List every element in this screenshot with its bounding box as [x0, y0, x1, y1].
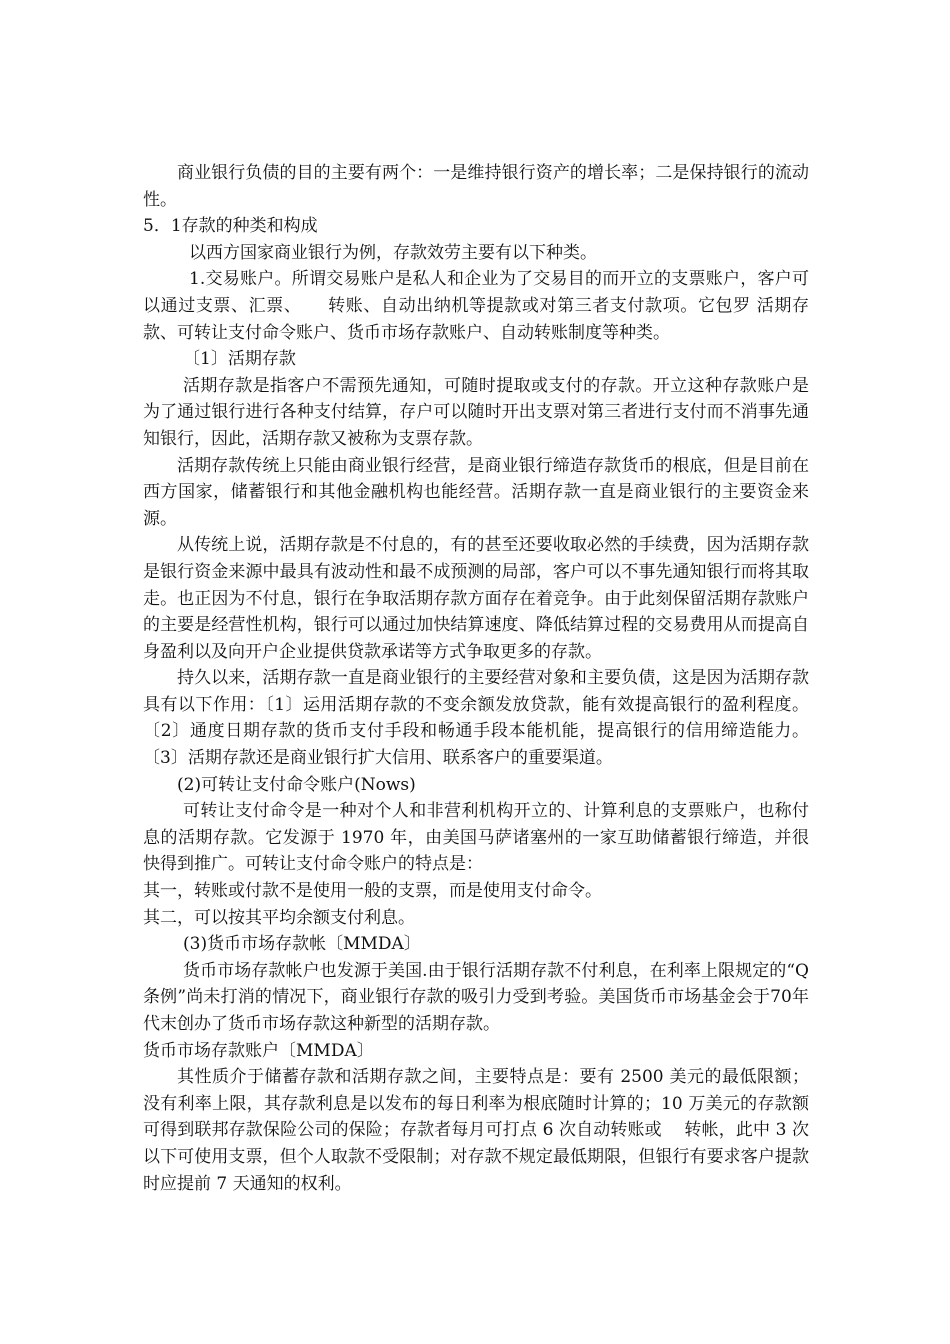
- paragraph: 持久以来，活期存款一直是商业银行的主要经营对象和主要负债，这是因为活期存款具有以下作用：〔1〕运用活期存款的不变余额发放贷款，能有效提高银行的盈利程度。〔2〕通度日期存款的货币支付手段和畅通手段本能机能，提高银行的信用缔造能力。〔3〕活期存款还是商业银行扩大信用、联系客户的重要渠道。: [143, 668, 809, 769]
- paragraph: 其一，转账或付款不是使用一般的支票，而是使用支付命令。: [143, 881, 602, 902]
- paragraph: 其二，可以按其平均余额支付利息。: [143, 907, 415, 928]
- paragraph: 从传统上说，活期存款是不付息的，有的甚至还要收取必然的手续费，因为活期存款是银行资金来源中最具有波动性和最不成预测的局部，客户可以不事先通知银行而将其取走。也正因为不付息，银行在争取活期存款方面存在着竞争。由于此刻保留活期存款账户的主要是经营性机构，银行可以通过加快结算速度、降低结算过程的交易费用从而提高自身盈利以及向开户企业提供贷款承诺等方式争取更多的存款。: [143, 535, 809, 662]
- paragraph: 可转让支付命令是一种对个人和非营利机构开立的、计算利息的支票账户，也称付息的活期存款。它发源于 1970 年，由美国马萨诸塞州的一家互助储蓄银行缔造，并很快得到推广。可转让支付命令账户的特点是：: [143, 801, 809, 875]
- subheading: (3)货币市场存款帐〔MMDA〕: [183, 934, 421, 955]
- paragraph: 活期存款传统上只能由商业银行经营，是商业银行缔造存款货币的根底，但是目前在西方国家，储蓄银行和其他金融机构也能经营。活期存款一直是商业银行的主要资金来源。: [143, 455, 809, 529]
- paragraph: 活期存款是指客户不需预先通知，可随时提取或支付的存款。开立这种存款账户是为了通过银行进行各种支付结算，存户可以随时开出支票对第三者进行支付而不消事先通知银行，因此，活期存款又被称为支票存款。: [143, 375, 809, 449]
- paragraph: 其性质介于储蓄存款和活期存款之间，主要特点是：要有 2500 美元的最低限额；没有利率上限，其存款利息是以发布的每日利率为根底随时计算的；10 万美元的存款额可得到联邦存款保险公司的保险；存款者每月可打点 6 次自动转账或 转帐，此中 3 次以下可使用支票，但个人取款不受限制；对存款不规定最低期限，但银行有要求客户提款时应提前 7 天通知的权利。: [143, 1067, 809, 1194]
- subheading: 货币市场存款账户〔MMDA〕: [143, 1040, 374, 1061]
- section-heading: 5．1存款的种类和构成: [143, 216, 318, 237]
- paragraph: 1.交易账户。所谓交易账户是私人和企业为了交易目的而开立的支票账户，客户可以通过支票、汇票、 转账、自动出纳机等提款或对第三者支付款项。它包罗 活期存款、可转让支付命令账户、货币市场存款账户、自动转账制度等种类。: [143, 269, 809, 343]
- document-page: [143, 160, 809, 1197]
- paragraph-intro: 商业银行负债的目的主要有两个：一是维持银行资产的增长率；二是保持银行的流动性。: [143, 163, 809, 210]
- subheading: (2)可转让支付命令账户(Nows): [177, 774, 416, 795]
- paragraph: 货币市场存款帐户也发源于美国.由于银行活期存款不付利息，在利率上限规定的“Q条例”尚未打消的情况下，商业银行存款的吸引力受到考验。美国货币市场基金会于70年代末创办了货币市场存款这种新型的活期存款。: [143, 960, 809, 1034]
- subheading: 〔1〕活期存款: [183, 349, 296, 370]
- paragraph: 以西方国家商业银行为例，存款效劳主要有以下种类。: [189, 242, 597, 263]
